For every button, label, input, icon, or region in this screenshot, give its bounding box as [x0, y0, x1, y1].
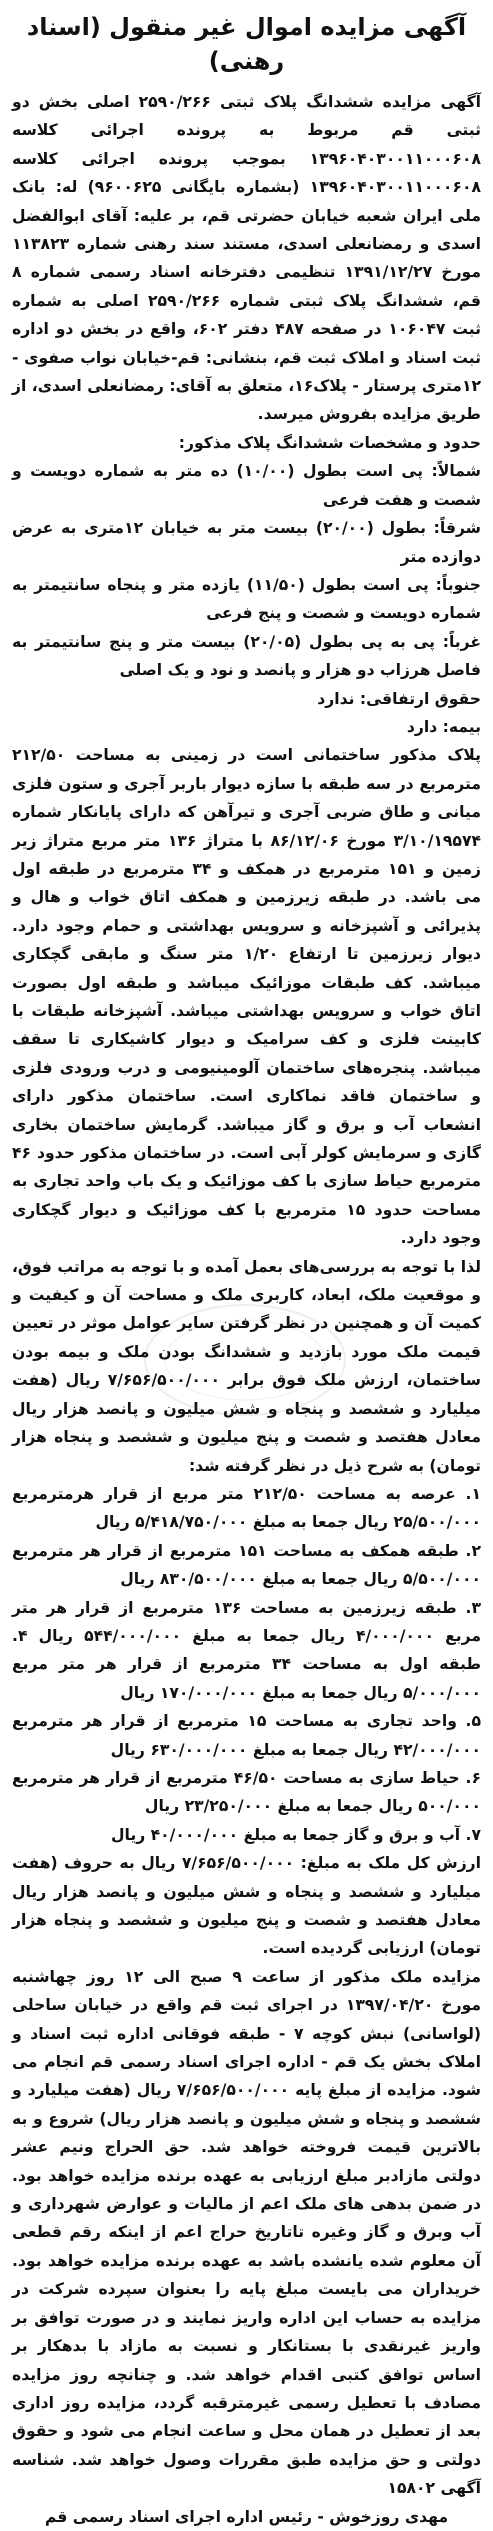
valuation-item-ground-floor: ۲. طبقه همکف به مساحت ۱۵۱ مترمربع از قرار هر مترمربع ۵/۵۰۰/۰۰۰ ریال جمعا به مبلغ ۸۳۰/۵۰۰/۰۰۰ ریال	[12, 1541, 481, 1589]
boundaries-heading: حدود و مشخصات ششدانگ پلاک مذکور:	[178, 433, 481, 452]
valuation-item-basement-first-floor: ۳. طبقه زیرزمین به مساحت ۱۳۶ مترمربع از قرار هر متر مربع ۴/۰۰۰/۰۰۰ ریال جمعا به مبلغ ۵۴۴/۰۰۰/۰۰۰ ریال ۴. طبقه اول به مساحت ۳۴ مترمربع از قرار هر متر مربع ۵/۰۰۰/۰۰۰ ریال جمعا به مبلغ ۱۷۰/۰۰۰/۰۰۰ ریال	[12, 1598, 482, 1702]
building-description: پلاک مذکور ساختمانی است در زمینی به مساحت ۲۱۲/۵۰ مترمربع در سه طبقه با سازه دیوار باربر آجری و ستون فلزی میانی و طاق ضربی آجری و تیرآهن که دارای پایانکار شماره ۳/۱۰/۱۹۵۷۴ مورخ ۸۶/۱۲/۰۶ با متراژ ۱۳۶ متر مربع متراژ زیر زمین و ۱۵۱ مترمربع در همکف و ۳۴ مترمربع در طبقه اول می باشد. در طبقه زیرزمین و همکف اتاق خواب و هال و پذیرائی و آشپزخانه و سرویس بهداشتی و حمام وجود دارد. دیوار زیرزمین تا ارتفاع ۱/۲۰ متر سنگ و مابقی گچکاری میباشد. کف طبقات موزائیک میباشد و طبقه اول بصورت اتاق خواب و سرویس بهداشتی میباشد. آشپزخانه طبقات با کابینت فلزی و کف سرامیک و دیوار کاشیکاری تا سقف میباشد. پنجره‌های ساختمان آلومینیومی و درب ورودی فلزی و ساختمان فاقد نماکاری است. ساختمان مذکور دارای انشعاب آب و برق و گاز میباشد. گرمایش ساختمان بخاری گازی و سرمایش کولر آبی است. در ساختمان مذکور حدود ۴۶ مترمربع حیاط سازی با کف موزائیک و یک باب واحد تجاری به مساحت حدود ۱۵ مترمربع با کف موزائیک و دیوار گچکاری وجود دارد.	[12, 746, 481, 1248]
easement-rights: حقوق ارتفاقی: ندارد	[317, 689, 481, 708]
signature-line: مهدی روزخوش - رئیس اداره اجرای اسناد رسمی قم	[44, 2507, 449, 2526]
auction-terms: مزایده ملک مذکور از ساعت ۹ صبح الی ۱۲ روز چهاشنبه مورخ ۱۳۹۷/۰۴/۲۰ در اجرای ثبت قم واقع در خیابان ساحلی (لواسانی) نبش کوچه ۷ - طبقه فوقانی اداره ثبت اسناد و املاک بخش یک قم - اداره اجرای اسناد رسمی قم انجام می شود. مزایده از مبلغ پایه ۷/۶۵۶/۵۰۰/۰۰۰ ریال (هفت میلیارد و ششصد و پنجاه و شش میلیون و پانصد هزار ریال) شروع و به بالاترین قیمت فروخته خواهد شد. حق الحراج ونیم عشر دولتی مازادبر مبلغ ارزیابی به عهده برنده مزایده خواهد بود. در ضمن بدهی های ملک اعم از مالیات و عوارض شهرداری و آب وبرق و گاز وغیره تاتاریخ حراج اعم از اینکه رقم قطعی آن معلوم شده یانشده باشد به عهده برنده مزایده خواهد بود. خریداران می بایست مبلغ پایه را بعنوان سپرده شرکت در مزایده به حساب این اداره واریز نمایند و در صورت توافق بر واریز غیرنقدی با بستانکار و نسبت به مازاد با بدهکار بر اساس توافق کتبی اقدام خواهد شد. و چنانچه روز مزایده مصادف با تعطیل رسمی غیرمترقبه گردد، مزایده روز اداری بعد از تعطیل در همان محل و ساعت انجام می شود و حقوق دولتی و حق مزایده طبق مقررات وصول خواهد شد. شناسه آگهی ۱۵۸۰۲	[12, 1967, 481, 2498]
intro-paragraph: آگهی مزایده ششدانگ پلاک ثبتی ۲۵۹۰/۲۶۶ اصلی بخش دو ثبتی قم مربوط به پرونده اجرائی کلاسه ۱۳۹۶۰۴۰۳۰۰۱۱۰۰۰۶۰۸ بموجب پرونده اجرائی کلاسه ۱۳۹۶۰۴۰۳۰۰۱۱۰۰۰۶۰۸ (بشماره بایگانی ۹۶۰۰۶۲۵) له: بانک ملی ایران شعبه خیابان حضرتی قم، بر علیه: آقای ابوالفضل اسدی و رمضانعلی اسدی، مستند سند رهنی شماره ۱۱۳۸۲۳ مورخ ۱۳۹۱/۱۲/۲۷ تنظیمی دفترخانه اسناد رسمی شماره ۸ قم، ششدانگ پلاک ثبتی شماره ۲۵۹۰/۲۶۶ اصلی به شماره ثبت ۱۰۶۰۴۷ در صفحه ۴۸۷ دفتر ۶۰۲، واقع در بخش دو اداره ثبت اسناد و املاک ثبت قم، بنشانی: قم-خیابان نواب صفوی - ۱۲متری پرستار - پلاک۱۶، متعلق به آقای: رمضانعلی اسدی، از طریق مزایده بفروش میرسد.	[12, 93, 481, 424]
valuation-item-yard: ۶. حیاط سازی به مساحت ۴۶/۵۰ مترمربع از قرار هر مترمربع ۵۰۰/۰۰۰ ریال جمعا به مبلغ ۲۳/۲۵۰/۰۰۰ ریال	[12, 1768, 481, 1816]
boundary-west: غرباً: پی به پی بطول (۲۰/۰۵) بیست متر و پنج سانتیمتر به فاصل هرزاب دو هزار و پانصد و نود و یک اصلی	[12, 632, 482, 680]
valuation-summary: لذا با توجه به بررسی‌های بعمل آمده و با توجه به مراتب فوق، و موقعیت ملک، ابعاد، کاربری ملک و مساحت آن و کیفیت و کمیت آن و همچنین در نظر گرفتن سایر عوامل موثر در تعیین قیمت ملک مورد بازدید و ششدانگ بودن ملک و بیمه بودن ساختمان، ارزش ملک فوق برابر ۷/۶۵۶/۵۰۰/۰۰۰ ریال (هفت میلیارد و ششصد و پنجاه و شش میلیون و پانصد هزار ریال معادل هفتصد و شصت و پنج میلیون و ششصد و پنجاه هزار تومان) به شرح ذیل در نظر گرفته شد:	[12, 1257, 482, 1475]
valuation-item-commercial-unit: ۵. واحد تجاری به مساحت ۱۵ مترمربع از قرار هر مترمربع ۴۲/۰۰۰/۰۰۰ ریال جمعا به مبلغ ۶۳۰/۰۰۰/۰۰۰ ریال	[12, 1712, 481, 1759]
boundary-south: جنوباً: پی است بطول (۱۱/۵۰) یازده متر و پنجاه سانتیمتر به شماره دویست و شصت و پنج فرعی	[12, 575, 482, 623]
boundary-north: شمالاً: پی است بطول (۱۰/۰۰) ده متر به شماره دویست و شصت و هفت فرعی	[12, 462, 481, 509]
boundary-east: شرقاً: بطول (۲۰/۰۰) بیست متر به خیابان ۱۲متری به عرض دوازده متر	[12, 519, 481, 566]
valuation-item-land: ۱. عرصه به مساحت ۲۱۲/۵۰ متر مربع از قرار هرمترمربع ۲۵/۵۰۰/۰۰۰ ریال جمعا به مبلغ ۵/۴۱۸/۷۵۰/۰۰۰ ریال	[12, 1484, 481, 1532]
total-value: ارزش کل ملک به مبلغ: ۷/۶۵۶/۵۰۰/۰۰۰ ریال به حروف (هفت میلیارد و ششصد و پنجاه و شش میلیون و پانصد هزار ریال معادل هفتصد و شصت و پنج میلیون و ششصد و پنجاه هزار تومان) ارزیابی گردیده است.	[12, 1854, 481, 1958]
notice-title: آگهی مزایده اموال غیر منقول (اسناد رهنی)	[26, 13, 467, 75]
valuation-item-utilities: ۷. آب و برق و گاز جمعا به مبلغ ۴۰/۰۰۰/۰۰۰ ریال	[110, 1825, 481, 1844]
insurance-status: بیمه: دارد	[406, 717, 481, 736]
